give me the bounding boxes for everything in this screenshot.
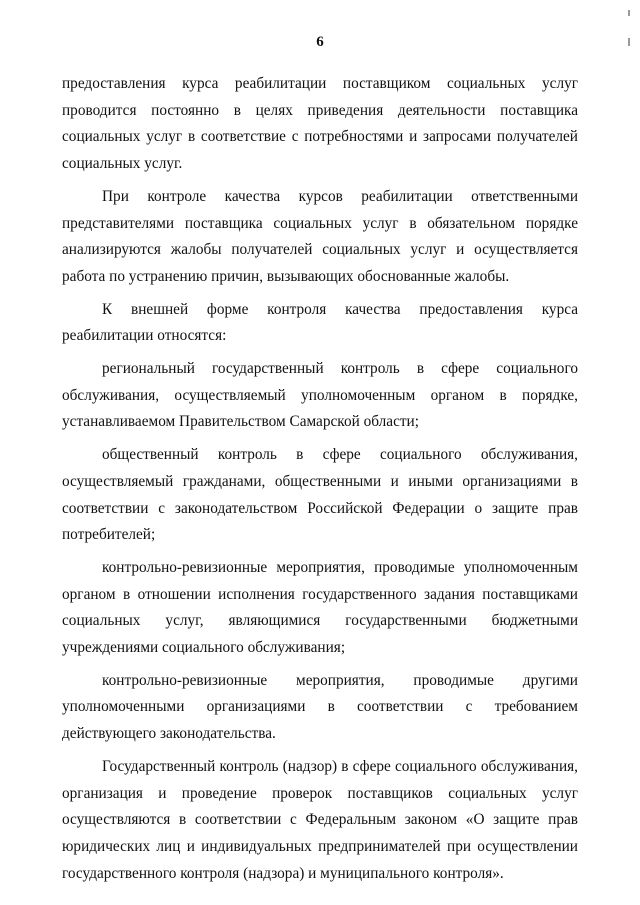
list-item-regional-control: региональный государственный контроль в сфере социального обслуживания, осуществляемый уполномоченным органом в порядке, устанавливаемом Правительством Самарской области; [62,360,578,431]
document-body [62,71,578,893]
paragraph-complaints-analysis: При контроле качества курсов реабилитации ответственными представителями поставщика социальных услуг в обязательном порядке анализируются жалобы получателей социальных услуг и осуществляется работа по устранению причин, вызывающих обоснованные жалобы. [62,187,578,285]
list-item-audit-authorized-body: контрольно-ревизионные мероприятия, проводимые уполномоченным органом в отношении исполнения государственного задания поставщиками социальных услуг, являющимися государственными бюджетными учреждениями социального обслуживания; [62,558,578,657]
list-item-audit-other-organizations: контрольно-ревизионные мероприятия, проводимые другими уполномоченными организациями в соответствии с требованием действующего законодательства. [62,671,578,743]
list-item-public-control: общественный контроль в сфере социального обслуживания, осуществляемый гражданами, общественными и иными организациями в соответствии с законодательством Российской Федерации о защите прав потребителей; [62,446,578,544]
page-number: 6 [316,34,324,50]
paragraph-continuation: предоставления курса реабилитации поставщиком социальных услуг проводится постоянно в целях приведения деятельности поставщика социальных услуг в соответствие с потребностями и запросами получателей социальных услуг. [62,75,578,173]
paragraph-external-control-intro: К внешней форме контроля качества предоставления курса реабилитации относятся: [62,300,578,345]
paragraph-state-supervision: Государственный контроль (надзор) в сфере социального обслуживания, организация и проведение проверок поставщиков социальных услуг осуществляются в соответствии с Федеральным законом «О защите прав юридических лиц и индивидуальных предпринимателей при осуществлении государственного контроля (надзора) и муниципального контроля». [62,757,578,882]
scan-artifact [628,10,630,16]
